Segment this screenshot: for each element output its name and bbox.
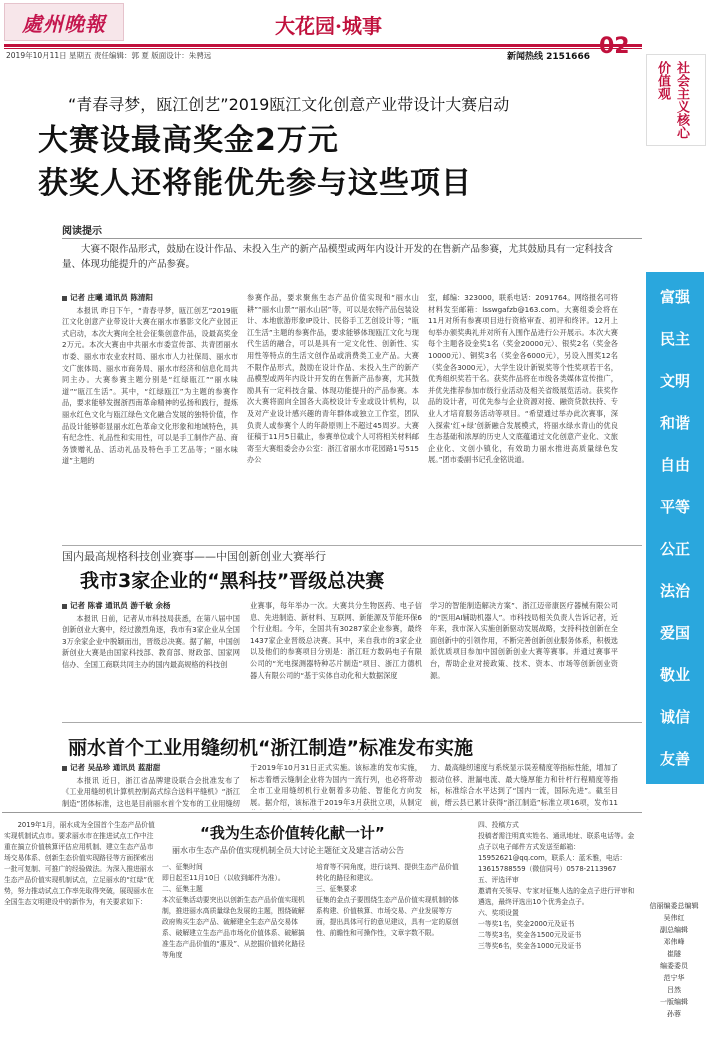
value-item: 敬业: [659, 666, 690, 684]
story3-text-1: 本报讯 近日，浙江省品牌建设联合会批准发布了《工业用缝纫机计算机控制高式综合送料平缝机》“浙江制造”团体标准，这也是目前丽水首个发布的工业用缝纫: [62, 775, 240, 808]
value-item: 法治: [659, 582, 690, 600]
divider-2: [62, 722, 642, 723]
bottom-body-1: 一、征集时间 即日起至11月10日（以收到邮件为准）。 二、征集主题 本次征集活动要突出以创新生态产品价值实现机制，推进丽水高质量绿色发展的主题，围绕破解政府购买生态产品、破解建全生态产品交易体系、破解建立生态产品市场化价值体系、破解搞准生态产品价值的“惠及”、从挖掘价值转化路径等角度: [162, 863, 305, 959]
issue-meta: 2019年10月11日 星期五 责任编辑：郭 夏 版面设计：朱骋远: [6, 51, 212, 60]
top-story-column-3: [428, 292, 618, 542]
top-story-kicker: “青春寻梦，瓯江创艺”2019瓯江文化创意产业带设计大赛启动: [68, 95, 510, 114]
story3-column-1: [62, 762, 240, 810]
top-story-headline-1: 大赛设最高奖金2万元: [38, 123, 339, 158]
story2-column-3: [430, 600, 618, 720]
core-values-list: [646, 272, 704, 784]
story2-column-1: [62, 600, 240, 720]
value-item: 民主: [659, 330, 690, 348]
divider-1: [62, 545, 642, 546]
reading-tip-label: 阅读提示: [62, 226, 102, 237]
story3-text-2: 于2019年10月31日正式实施。该标准的发布实施，标志着缙云缝制企业将为国内一流行列，也必将带动全市工业用缝纫机行业朝着多功能、智能化方向发展。据介绍，该标准于2019年3月获批立项，从制定: [250, 763, 422, 807]
story2-headline: 我市3家企业的“黑科技”晋级总决赛: [80, 570, 385, 592]
reading-tip-rule: [62, 238, 642, 239]
square-bullet-icon: [62, 604, 67, 609]
core-values-banner-text: 社会主义核心价值观: [655, 61, 689, 139]
top-story-column-2: [247, 292, 419, 542]
story2-kicker: 国内最高规格科技创业赛事——中国创新创业大赛举行: [62, 550, 326, 563]
story2-column-2: [250, 600, 422, 720]
top-story-byline: 记者 庄曦 通讯员 陈清阳: [62, 292, 238, 304]
value-item: 公正: [659, 540, 690, 558]
bottom-title: “我为生态价值转化献一计”: [200, 824, 385, 842]
square-bullet-icon: [62, 296, 67, 301]
value-item: 爱国: [659, 624, 690, 642]
square-bullet-icon: [62, 766, 67, 771]
news-hotline: 新闻热线 2151666: [507, 52, 590, 62]
bottom-subtitle: 丽水市生态产品价值实现机制全员大讨论主题征文及建言活动公告: [172, 846, 404, 855]
value-item: 自由: [659, 456, 690, 474]
bottom-intro: 2019年1月，丽水成为全国首个生态产品价值实现机制试点市。要求丽水市在推进试点工作中注重在搞立价值核算评估应用机制、建立生态产品市场交易体系、创新生态价值实现路径等方面探索出一批可复制、可推广的经验做法。为深入推进丽水生态产品价值实现机制试点，立足丽水的“红绿”优势，努力推动试点工作率先取得突破，展现丽水在全国生态文明建设中的新作为，有关要求如下：: [4, 821, 155, 906]
core-values-banner: [646, 54, 706, 146]
newspaper-logo: 處州晚報: [4, 3, 124, 41]
value-item: 平等: [659, 498, 690, 516]
top-story-column-1: [62, 292, 238, 542]
story2-byline: 记者 陈睿 通讯员 游千敏 余杨: [62, 600, 240, 612]
top-story-text-1: 本报讯 昨日下午，“青春寻梦，瓯江创艺”2019瓯江文化创意产业带设计大赛在丽水市慕影文化产业园正式启动，本次大赛向全社会征集创意作品，设最高奖金2万元。本次大赛由中共丽水市委宣传部、共青团丽水市委、丽水市农业农村局、丽水市人力社保局、丽水市文广旅体局、丽水市商务局、丽水市经济和信息化局共同主办。大赛参赛主题分别是“红绿瓯江”“丽水味道”“瓯江生活”。其中，“红绿瓯江”为主题的参赛作品，要求能够发掘浙西南革命精神的弘扬和践行，提炼丽水红色文化与瓯江绿色文化融合发展的独特价值，作品设计能够彰显丽水红色革命文化形象和地域特色，具有纪念性、礼品性和实用性，可以是手工制作产品、商务馈赠礼品、活动礼品及特色手工艺品等；“丽水味道”主题的: [62, 305, 238, 466]
story3-headline: 丽水首个工业用缝纫机“浙江制造”标准发布实施: [68, 737, 473, 759]
story3-byline: 记者 吴品珍 通讯员 蓝甜甜: [62, 762, 240, 774]
section-title: 大花园·城事: [275, 14, 382, 38]
reading-tip-text: 大赛不限作品形式，鼓励在设计作品、未投入生产的新产品模型或两年内设计开发的在售新产品参赛，尤其鼓励具有一定科技含量、体现功能提升的产品参赛。: [62, 244, 614, 270]
story2-text-3: 学习的智能制造解决方案”、浙江迈帝康医疗器械有限公司的“医用AI辅助机器人”。市科技局相关负责人告诉记者，近年来，我市深入实施创新驱动发展战略，支持科技创新在全面创新中的引领作用，不断完善创新创业服务体系，积极选派优质项目参加中国创新创业大赛等赛事。并通过赛事平台，帮助企业对接政策、技术、资本、市场等创新创业资源。: [430, 601, 618, 680]
value-item: 诚信: [659, 708, 690, 726]
story3-column-2: [250, 762, 422, 810]
editorial-credits: 信丽编委总编辑 吴伟红 副总编辑 邓伟峰 崔隧 编委委员 范宁华 吕然 一版编辑 孙蓉: [649, 902, 699, 1018]
value-item: 友善: [659, 750, 690, 768]
masthead-rule: [4, 44, 642, 47]
value-item: 和谐: [659, 414, 690, 432]
value-item: 文明: [659, 372, 690, 390]
story3-column-3: [430, 762, 618, 810]
story3-text-3: 力、最高缝纫速度与系统显示误差精度等指标性能，增加了振动位移、泄漏电流、最大缝厚能力和针杆行程精度等指标，标准综合水平达到了“国内一流，国际先进”。截至目前，缙云县已累计获得“浙江制造”标准立项16项，发布11: [430, 763, 618, 807]
value-item: 富强: [659, 288, 690, 306]
bottom-body-3: 四、投稿方式 投稿者需注明真实姓名、通讯地址、联系电话等。金点子以电子邮件方式发送至邮箱：15952621@qq.com，联系人：蓝禾雅，电话：13615788559（微信同号）0578-2113967 五、评选评审 邀请有关领导、专家对征集人选的金点子进行评审和遴选，最终评选出10个优秀金点子。 六、奖项设置 一等奖1名，奖金2000元及证书 二等奖3名，奖金各1500元及证书 三等奖6名，奖金各1000元及证书: [478, 821, 635, 950]
top-story-text-2: 参赛作品，要求聚焦生态产品价值实现和“丽水山耕”“丽水山景”“丽水山居”等，可以是农特产品包装设计、本地旅游形象IP设计、民俗手工艺创设计等；“瓯江生活”主题的参赛作品，要求能够体现瓯江文化与现代生活的融合，可以是具有一定文化性、创新性、实用性等特点的生活文创作品或消费类工业产品。大赛不限作品形式，鼓励在设计作品、未投入生产的新产品模型或两年内设计开发的在售新产品参赛，尤其鼓励具有一定科技含量、体现功能提升的产品参赛。本次大赛将面向全国各大高校设计专业或设计机构，以及对产业设计感兴趣的青年群体或独立工作室，团队负责人或参赛个人的年龄原则上不超过45周岁。大赛征稿于11月5日截止，参赛单位或个人可将相关材料邮寄至大赛组委会办公室：浙江省丽水市花园路1号515办公: [247, 293, 419, 465]
top-story-headline-2: 获奖人还将能优先参与这些项目: [38, 166, 472, 201]
story2-text-1: 本报讯 日前，记者从市科技局获悉，在第八届中国创新创业大赛中，经过激烈角逐，我市有3家企业从全国3万余家企业中脱颖而出，晋级总决赛。据了解，中国创新创业大赛是由国家科技部、教育部、财政部、国家网信办、全国工商联共同主办的国内最高规格的科技创: [62, 613, 240, 669]
story2-text-2: 业赛事，每年举办一次。大赛共分生物医药、电子信息、先进制造、新材料、互联网、新能源及节能环保6个行业组。今年，全国共有30287家企业参赛，最终1437家企业晋级总决赛。其中，来自我市的3家企业以及他们的参赛项目分别是：浙江旺方数码电子有限公司的“光电探测器特种芯片制造”项目、浙江力德机器人有限公司的“基于实体自动化和大数据深度: [250, 601, 422, 680]
top-story-text-3: 室，邮编：323000，联系电话：2091764。网络报名可将材料发至邮箱：lsswgafzb@163.com。大赛组委会将在11月对所有参赛项目进行资格审查、初评和终评。12月上旬举办颁奖典礼并对所有入围作品进行公开展示。本次大赛每个主题各设金奖1名（奖金20000元）、银奖2名（奖金各10000元）、铜奖3名（奖金各6000元），另设入围奖12名（奖金各3000元），大学生设计新锐奖等个性奖项若干名，优秀组织奖若干名。获奖作品将在市级各类媒体宣传推广，并优先推荐参加市级行业活动及相关省级展览活动。获奖作品的设计者，可优先参与企业资源对接、融资贷款扶持、专业人才培育服务活动等项目。“希望通过举办此次赛事，深入探索‘红+绿’创新融合发展模式，将丽水绿水青山的优良生态基础和浓厚的历史人文底蕴通过文化创意产业化、文旅企业化、文创小镇化，有效助力丽水推进高质量绿色发展。”团市委副书记孔金铭说道。: [428, 293, 618, 465]
bottom-body-2: 培育等不同角度，进行谈判、提供生态产品价值转化的路径和建议。 三、征集要求 征集的金点子要围绕生态产品价值实现机制的体系构建、价值核算、市场交易、产业发展等方面，提出具体可行的意见建议，具有一定的原创性、前瞻性和可操作性，文章字数不限。: [316, 863, 459, 937]
